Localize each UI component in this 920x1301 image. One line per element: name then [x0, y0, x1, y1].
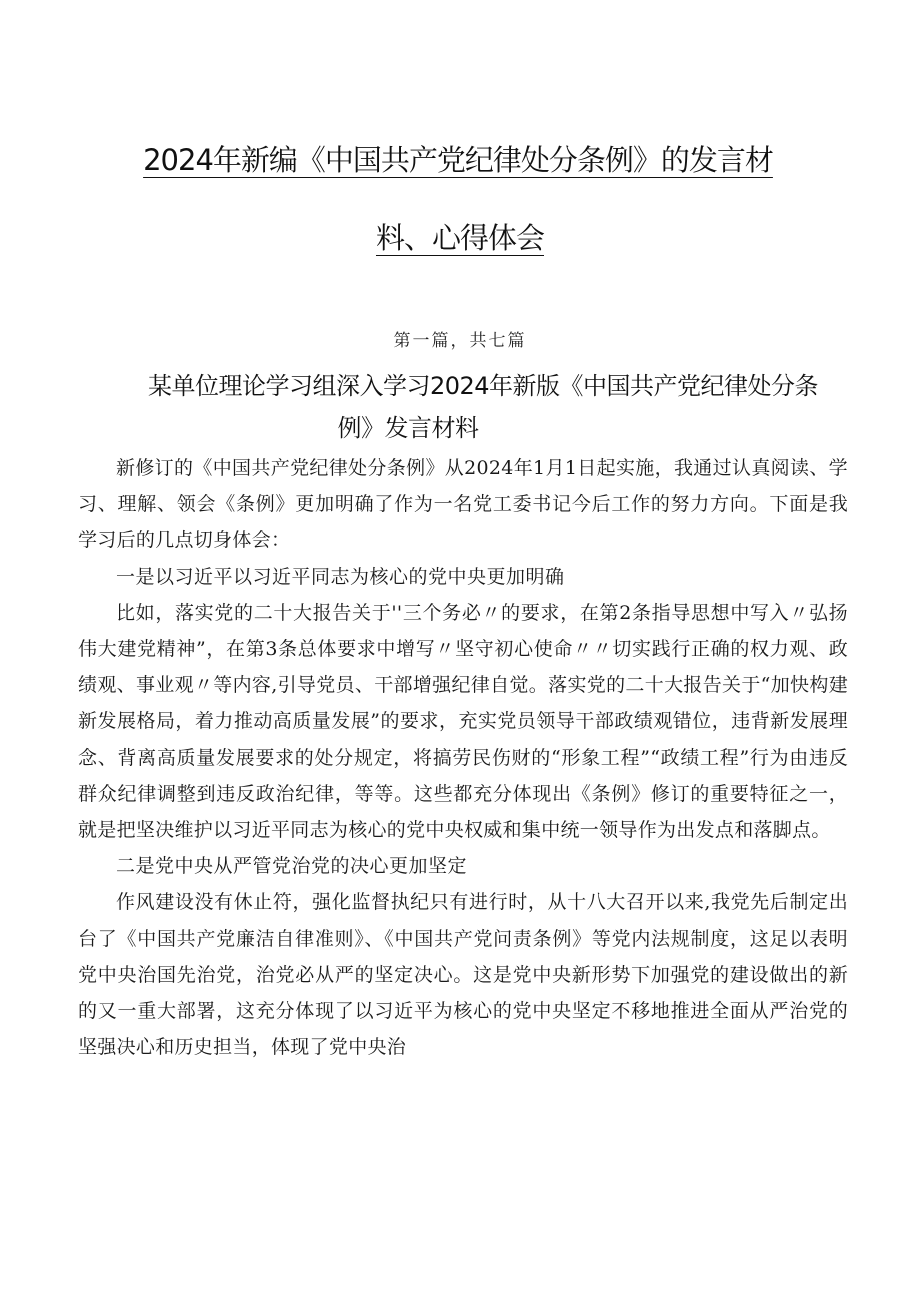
paragraph-section-2: 作风建设没有休止符，强化监督执纪只有进行时，从十八大召开以来,我党先后制定出台了《中国共产党廉洁自律准则》、《中国共产党问责条例》等党内法规制度，这足以表明党中央治国先治党，治党必从严的坚定决心。这是党中央新形势下加强党的建设做出的新的又一重大部署，这充分体现了以习近平为核心的党中央坚定不移地推进全面从严治党的坚强决心和历史担当，体现了党中央治 — [78, 891, 848, 1059]
section-heading-2: 二是党中央从严管党治党的决心更加坚定 — [116, 855, 468, 878]
document-title-line-1: 2024年新编《中国共产党纪律处分条例》的发言材 — [143, 143, 773, 177]
paragraph-intro: 新修订的《中国共产党纪律处分条例》从2024年1月1日起实施，我通过认真阅读、学习、理解、领会《条例》更加明确了作为一名党工委书记今后工作的努力方向。下面是我学习后的几点切身体会： — [78, 457, 848, 552]
document-title-line-2: 料、心得体会 — [375, 221, 544, 255]
article-title-line-1: 某单位理论学习组深入学习2024年新版《中国共产党纪律处分条 — [147, 372, 819, 400]
section-subtitle: 第一篇，共七篇 — [393, 331, 527, 351]
article-body — [78, 450, 848, 1065]
article-title-line-2: 例》发言材料 — [337, 414, 479, 442]
paragraph-section-1: 比如，落实党的二十大报告关于''三个务必〃的要求，在第2条指导思想中写入〃弘扬伟大建党精神”，在第3条总体要求中增写〃坚守初心使命〃〃切实践行正确的权力观、政绩观、事业观〃等内容,引导党员、干部增强纪律自觉。落实党的二十大报告关于“加快构建新发展格局，着力推动高质量发展”的要求，充实党员领导干部政绩观错位，违背新发展理念、背离高质量发展要求的处分规定，将搞劳民伤财的“形象工程”“政绩工程”行为由违反群众纪律调整到违反政治纪律，等等。这些都充分体现出《条例》修订的重要特征之一，就是把坚决维护以习近平同志为核心的党中央权威和集中统一领导作为出发点和落脚点。 — [78, 601, 848, 842]
section-heading-1: 一是以习近平以习近平同志为核心的党中央更加明确 — [116, 565, 565, 588]
